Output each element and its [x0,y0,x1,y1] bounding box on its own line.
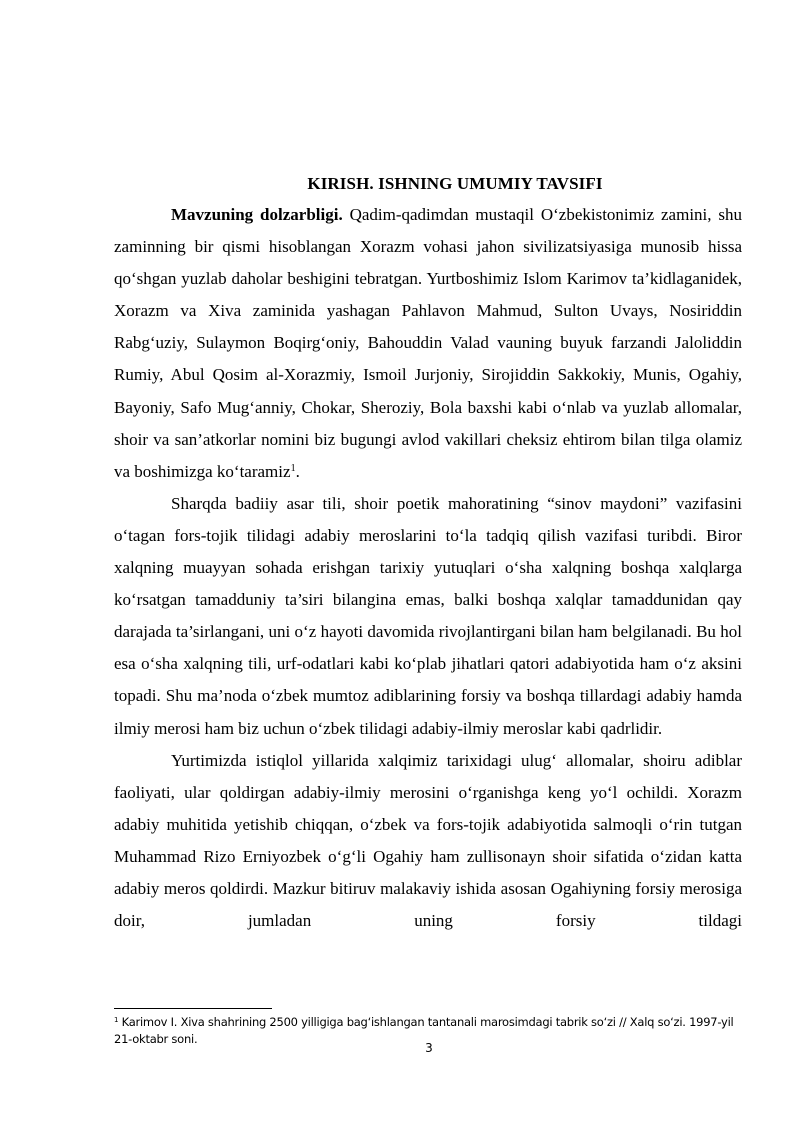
paragraph-lead: Mavzuning dolzarbligi. [171,205,343,224]
paragraph-2: Sharqda badiiy asar tili, shoir poetik mahoratining “sinov maydoni” vazifasini o‘tagan fors-tojik tilidagi adabiy meroslarini to‘la tadqiq qilish vazifasi turibdi. Biror xalqning muayyan sohada erishgan tarixiy yutuqlari o‘sha xalqning boshqa xalqlarga ko‘rsatgan tamadduniy ta’siri bilangina emas, balki boshqa xalqlar tamaddunidan qay darajada ta’sirlangani, uni o‘z hayoti davomida rivojlantirgani bilan ham belgilanadi. Bu hol esa o‘sha xalqning tili, urf-odatlari kabi ko‘plab jihatlari qatori adabiyotida ham o‘z aksini topadi. Shu ma’noda o‘zbek mumtoz adiblarining forsiy va boshqa tillardagi adabiy hamda ilmiy merosi ham biz uchun o‘zbek tilidagi adabiy-ilmiy meroslar kabi qadrlidir. [114,493,742,738]
footnote-text: Karimov I. Xiva shahrining 2500 yilligiga bag‘ishlangan tantanali marosimdagi tabrik so‘zi // Xalq so‘zi. 1997-yil 21-oktabr soni. [114,1015,734,1046]
footnote-separator [114,1008,272,1009]
paragraph-1 [114,199,742,488]
paragraph-text: Qadim-qadimdan mustaqil O‘zbekistonimiz zamini, shu zaminning bir qismi hisoblangan Xorazm vohasi jahon sivilizatsiyasiga munosib hissa qo‘shgan yuzlab daholar beshigini tebratgan. Yurtboshimiz Islom Karimov ta’kidlaganidek, Xorazm va Xiva zaminida yashagan Pahlavon Mahmud, Sulton Uvays, Nosiriddin Rabg‘uziy, Sulaymon Boqirg‘oniy, Bahouddin Valad vauning buyuk farzandi Jaloliddin Rumiy, Abul Qosim al-Xorazmiy, Ismoil Jurjoniy, Sirojiddin Sakkokiy, Munis, Ogahiy, Bayoniy, Safo Mug‘anniy, Chokar, Sheroziy, Bola baxshi kabi o‘nlab va yuzlab allomalar, shoir va san’atkorlar nomini biz bugungi avlod vakillari cheksiz ehtirom bilan tilga olamiz va boshimizga ko‘taramiz [114,205,743,481]
footnote-number: 1 [114,1016,119,1024]
page-number: 3 [425,1041,433,1055]
footnote-reference[interactable]: 1 [290,462,296,474]
paragraph-end: . [295,461,300,481]
paragraph-3: Yurtimizda istiqlol yillarida xalqimiz tarixidagi ulug‘ allomalar, shoiru adiblar faoliyati, ular qoldirgan adabiy-ilmiy merosini o‘rganishga keng yo‘l ochildi. Xorazm adabiy muhitida yetishib chiqqan, o‘zbek va fors-tojik adabiyotida salmoqli o‘rin tutgan Muhammad Rizo Erniyozbek o‘g‘li Ogahiy ham zullisonayn shoir sifatida o‘zidan katta adabiy meros qoldirdi. Mazkur bitiruv malakaviy ishida asosan Ogahiyning forsiy merosiga doir, jumladan uning forsiy tildagi [114,750,742,931]
section-heading: KIRISH. ISHNING UMUMIY TAVSIFI [307,174,603,193]
body-text [114,199,742,937]
